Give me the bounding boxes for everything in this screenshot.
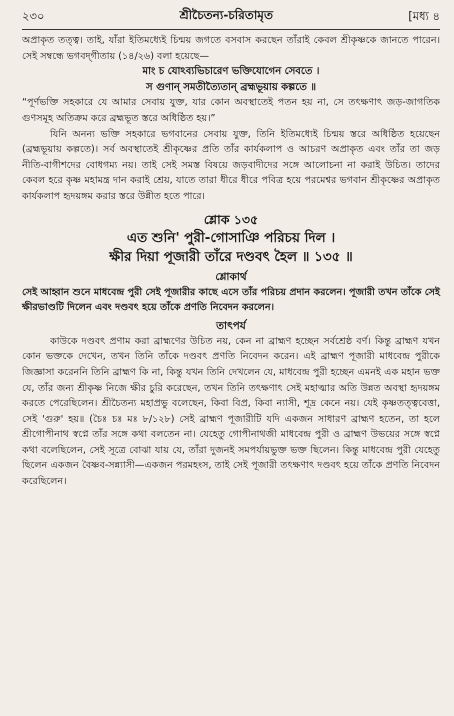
gita-quote: “পূর্ণভক্তি সহকারে যে আমার সেবায় যুক্ত, যার কোন অবস্থাতেই পতন হয় না, সে তৎক্ষণাৎ জড়-জাগতিক গুণসমূহ অতিক্রম করে ব্রহ্মভূত স্তরে অধিষ্ঠিত হয়।” <box>22 97 440 124</box>
purport-heading: তাৎপর্য <box>216 319 246 332</box>
section-label: [মধ্য ৪ <box>408 8 440 23</box>
verse-line-1: এত শুনি' পুরী-গোসাঞি পরিচয় দিল । <box>126 229 336 246</box>
purport-text: কাউকে দণ্ডবৎ প্রণাম করা ব্রাহ্মণের উচিত নয়, কেন না ব্রাহ্মণ হচ্ছেন সর্বশ্রেষ্ঠ বর্ণ। কিন্তু ব্রাহ্মণ যখন কোন ভক্তকে দেখেন, তখন তিনি তাঁকে দণ্ডবৎ প্রণতি নিবেদন করেন। এই ব্রাহ্মণ পূজারী মাধবেন্দ্র পুরীকে জিজ্ঞাসা করেননি তিনি ব্রাহ্মণ কি না, কিন্তু যখন তিনি দেখলেন যে, মাধবেন্দ্র পুরী হচ্ছেন এমনই এক মহান ভক্ত যে, তাঁর জন্য শ্রীকৃষ্ণ নিজে ক্ষীর চুরি করেছেন, তখন তিনি তৎক্ষণাৎ সেই মহাত্মার অতি উন্নত অবস্থা হৃদয়ঙ্গম করতে পেরেছিলেন। শ্রীচৈতন্য মহাপ্রভু বলেছেন, কিবা বিপ্র, কিবা ন্যাসী, শূদ্র কেনে নয়। যেই কৃষ্ণতত্ত্ববেত্তা, সেই 'গুরু' হয়॥ (চৈঃ চঃ মঃ ৮/১২৮) সেই ব্রাহ্মণ পূজারীটি যদি একজন সাধারণ ব্রাহ্মণ হতেন, তা হলে শ্রীগোপীনাথ স্বপ্নে তাঁর সঙ্গে কথা বলতেন না। যেহেতু গোপীনাথজী মাধবেন্দ্র পুরী ও ব্রাহ্মণ উভয়ের সঙ্গে স্বপ্নে কথা বলেছিলেন, সেই সূত্রে বোঝা যায় যে, তাঁরা দুজনই সমপর্যায়ভুক্ত ভক্ত ছিলেন। কিন্তু মাধবেন্দ্র পুরী যেহেতু ছিলেন একজন বৈষ্ণব-সন্ন্যাসী—একজন পরমহংস, তাই সেই পূজারী তৎক্ষণাৎ দণ্ডবৎ হয়ে তাঁকে প্রণতি নিবেদন করেছিলেন। <box>22 335 440 488</box>
translation-block <box>22 285 440 316</box>
header-rule <box>22 29 440 30</box>
verse-heading: শ্লোক ১৩৫ <box>203 211 259 227</box>
explanation-paragraph: যিনি অনন্য ভক্তি সহকারে ভগবানের সেবায় যুক্ত, তিনি ইতিমধ্যেই চিন্ময় স্তরে অধিষ্ঠিত হয়েছেন (ব্রহ্মভূয়ায় কল্পতে)। সর্ব অবস্থাতেই শ্রীকৃষ্ণের প্রতি তাঁর কার্যকলাপ ও আচরণ অপ্রাকৃত এবং তাঁর তা জড় নীতি-বাগীশদের বোধগম্য নয়। তাই সেই সমস্ত বিষয়ে জড়বাদীদের সঙ্গে আলোচনা না করাই উচিত। তাদের কেবল হরে কৃষ্ণ মহামন্ত্র দান করাই শ্রেয়, যাতে তারা ধীরে ধীরে পবিত্র হয়ে পরমেশ্বর ভগবান শ্রীকৃষ্ণের অপ্রাকৃত কার্যকলাপ হৃদয়ঙ্গম করার স্তরে উন্নীত হতে পারে। <box>22 128 440 202</box>
page-header <box>22 6 440 28</box>
translation-text: সেই আহ্বান শুনে মাধবেন্দ্র পুরী সেই পূজারীর কাছে এসে তাঁর পরিচয় প্রদান করলেন। পূজারী তখন তাঁকে সেই ক্ষীরভাণ্ডটি দিলেন এবং দণ্ডবৎ হয়ে তাঁকে প্রণতি নিবেদন করলেন। <box>22 286 440 314</box>
verse-line-2: ক্ষীর দিয়া পূজারী তাঁরে দণ্ডবৎ হৈল ॥ ১৩৫ ॥ <box>109 248 353 265</box>
sanskrit-line-1: মাং চ যোঽব্যভিচারেণ ভক্তিযোগেন সেবতে । <box>142 66 320 78</box>
intro-paragraph: অপ্রাকৃত তত্ত্ব। তাই, যাঁরা ইতিমধ্যেই চিন্ময় জগতে বসবাস করছেন তাঁরাই কেবল শ্রীকৃষ্ণকে জানতে পারেন। সেই সম্বন্ধে ভগবদ্‌গীতায় (১৪/২৬) বলা হয়েছে— <box>22 35 440 62</box>
page-number: ২৩০ <box>22 8 45 23</box>
translation-heading: শ্লোকার্থ <box>215 270 247 283</box>
running-title: শ্রীচৈতন্য-চরিতামৃত <box>179 8 273 22</box>
sanskrit-line-2: স গুণান্‌ সমতীত্যৈতান্‌ ব্রহ্মভূয়ায় কল্পতে ॥ <box>146 81 316 93</box>
page-body <box>22 33 440 490</box>
